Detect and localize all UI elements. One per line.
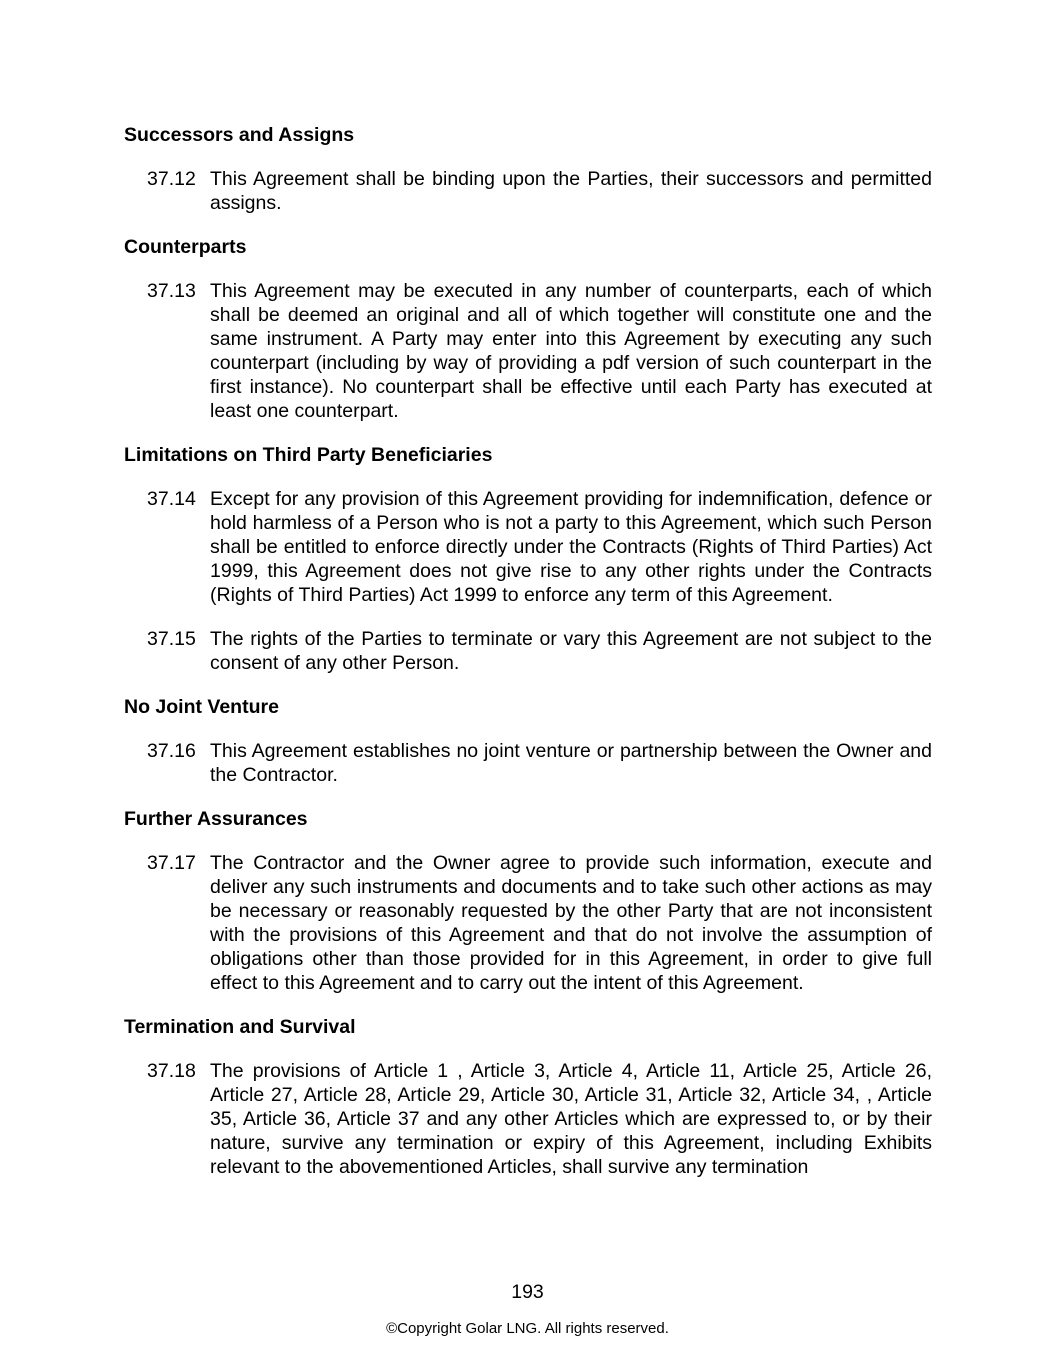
clause-37-15 [124,627,932,675]
section-heading-third-party-beneficiaries: Limitations on Third Party Beneficiaries [124,444,493,466]
clause-37-17 [124,851,932,995]
clause-text: The rights of the Parties to terminate or vary this Agreement are not subject to the consent of any other Person. [210,628,932,674]
page-number: 193 [511,1281,544,1303]
clause-text: This Agreement shall be binding upon the Parties, their successors and permitted assigns. [210,168,932,214]
section-heading-successors-and-assigns: Successors and Assigns [124,124,355,146]
document-body [124,123,932,1199]
clause-number: 37.14 [147,488,196,510]
clause-number: 37.18 [147,1060,196,1082]
clause-37-14 [124,487,932,607]
clause-text: The Contractor and the Owner agree to provide such information, execute and deliver any such instruments and documents and to take such other actions as may be necessary or reasonably requested by the other Party that are not inconsistent with the provisions of this Agreement and that do not involve the assumption of obligations other than those provided for in this Agreement, in order to give full effect to this Agreement and to carry out the intent of this Agreement. [210,852,932,994]
clause-number: 37.12 [147,168,196,190]
section-heading-counterparts: Counterparts [124,236,247,258]
clause-number: 37.17 [147,852,196,874]
clause-text: The provisions of Article 1 , Article 3, Article 4, Article 11, Article 25, Article 26, Article 27, Article 28, Article 29, Article 30, Article 31, Article 32, Article 34, , Article 35, Article 36, Article 37 and any other Articles which are expressed to, or by their nature, survive any termination or expiry of this Agreement, including Exhibits relevant to the abovementioned Articles, shall survive any termination [210,1060,932,1178]
clause-number: 37.15 [147,628,196,650]
clause-37-13 [124,279,932,423]
clause-number: 37.16 [147,740,196,762]
clause-text: This Agreement establishes no joint venture or partnership between the Owner and the Contractor. [210,740,932,786]
section-heading-no-joint-venture: No Joint Venture [124,696,279,718]
section-heading-further-assurances: Further Assurances [124,808,308,830]
clause-37-18 [124,1059,932,1179]
copyright-notice: ©Copyright Golar LNG. All rights reserved. [386,1320,669,1337]
clause-37-12 [124,167,932,215]
clause-number: 37.13 [147,280,196,302]
section-heading-termination-and-survival: Termination and Survival [124,1016,356,1038]
clause-37-16 [124,739,932,787]
clause-text: Except for any provision of this Agreement providing for indemnification, defence or hold harmless of a Person who is not a party to this Agreement, which such Person shall be entitled to enforce directly under the Contracts (Rights of Third Parties) Act 1999, this Agreement does not give rise to any other rights under the Contracts (Rights of Third Parties) Act 1999 to enforce any term of this Agreement. [210,488,932,606]
clause-text: This Agreement may be executed in any number of counterparts, each of which shall be deemed an original and all of which together will constitute one and the same instrument. A Party may enter into this Agreement by executing any such counterpart (including by way of providing a pdf version of such counterpart in the first instance). No counterpart shall be effective until each Party has executed at least one counterpart. [210,280,932,422]
